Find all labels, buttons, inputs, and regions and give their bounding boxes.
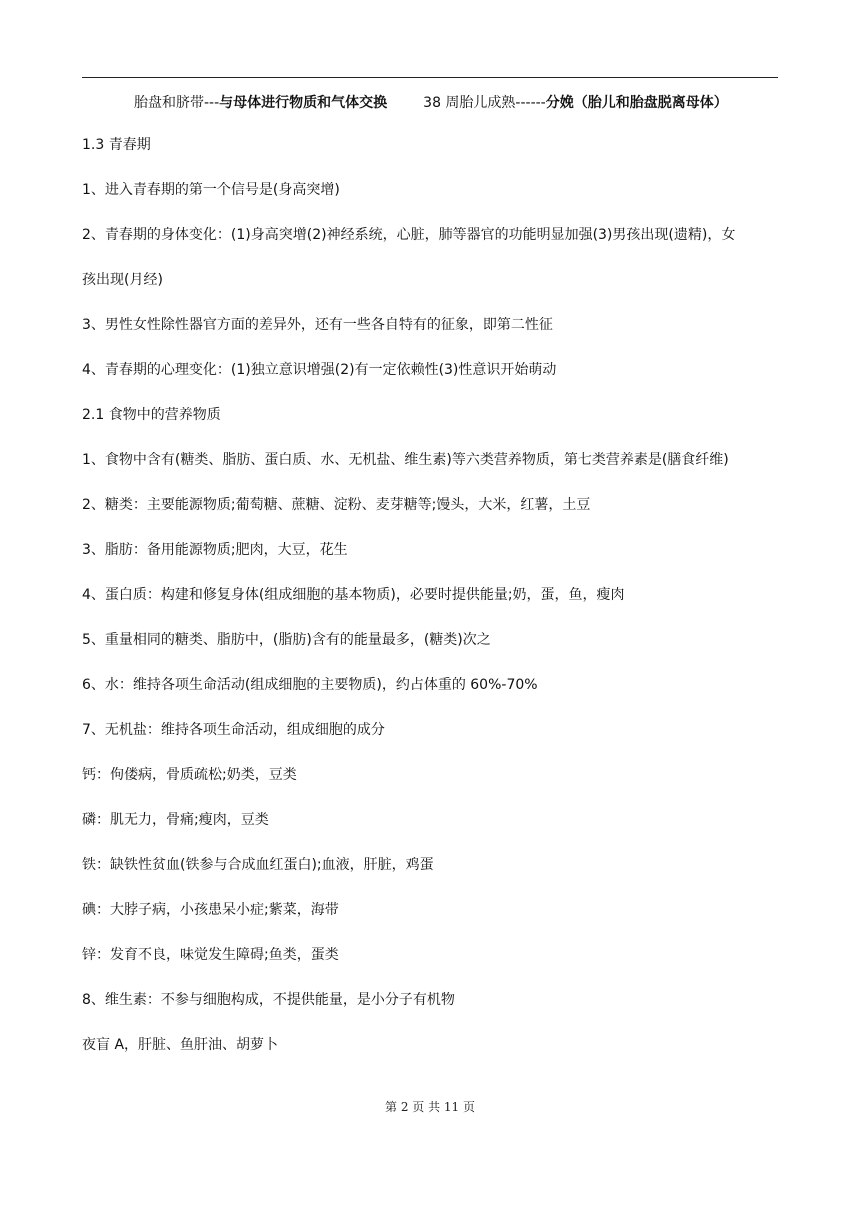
- header-left-plain: 胎盘和脐带---: [134, 95, 220, 111]
- text-line: 铁：缺铁性贫血(铁参与合成血红蛋白);血液，肝脏，鸡蛋: [82, 857, 434, 873]
- section-heading-nutrients: 2.1 食物中的营养物质: [82, 407, 221, 423]
- section-heading-puberty: 1.3 青春期: [82, 137, 151, 153]
- text-line: 锌：发育不良，味觉发生障碍;鱼类，蛋类: [82, 947, 339, 963]
- text-line: 3、男性女性除性器官方面的差异外，还有一些各自特有的征象，即第二性征: [82, 317, 553, 333]
- header-rule: [82, 77, 778, 78]
- text-line: 夜盲 A，肝脏、鱼肝油、胡萝卜: [82, 1037, 279, 1053]
- page-header: [134, 91, 794, 115]
- text-line: 钙：佝偻病，骨质疏松;奶类，豆类: [82, 767, 297, 783]
- text-line: 4、蛋白质：构建和修复身体(组成细胞的基本物质)，必要时提供能量;奶，蛋，鱼，瘦肉: [82, 587, 625, 603]
- header-right-plain: 38 周胎儿成熟------: [423, 95, 546, 111]
- text-line: 2、青春期的身体变化：(1)身高突增(2)神经系统，心脏，肺等器官的功能明显加强(3)男孩出现(遗精)，女: [82, 227, 736, 243]
- text-line: 1、食物中含有(糖类、脂肪、蛋白质、水、无机盐、维生素)等六类营养物质，第七类营养素是(膳食纤维): [82, 452, 729, 468]
- text-line: 7、无机盐：维持各项生命活动，组成细胞的成分: [82, 722, 385, 738]
- text-line: 2、糖类：主要能源物质;葡萄糖、蔗糖、淀粉、麦芽糖等;馒头，大米，红薯，土豆: [82, 497, 591, 513]
- page-footer: 第 2 页 共 11 页: [385, 1100, 475, 1114]
- text-line: 4、青春期的心理变化：(1)独立意识增强(2)有一定依赖性(3)性意识开始萌动: [82, 362, 557, 378]
- header-right-bold: 分娩（胎儿和胎盘脱离母体）: [545, 95, 728, 111]
- text-line: 5、重量相同的糖类、脂肪中，(脂肪)含有的能量最多，(糖类)次之: [82, 632, 491, 648]
- text-line: 3、脂肪：备用能源物质;肥肉，大豆，花生: [82, 542, 348, 558]
- text-line: 8、维生素：不参与细胞构成，不提供能量，是小分子有机物: [82, 992, 455, 1008]
- header-left-bold: 与母体进行物质和气体交换: [219, 95, 388, 111]
- text-line: 磷：肌无力，骨痛;瘦肉，豆类: [82, 812, 269, 828]
- text-line: 6、水：维持各项生命活动(组成细胞的主要物质)，约占体重的 60%-70%: [82, 677, 538, 693]
- text-line: 1、进入青春期的第一个信号是(身高突增): [82, 182, 340, 198]
- document-body: [82, 133, 782, 1078]
- text-line: 孩出现(月经): [82, 272, 163, 288]
- text-line: 碘：大脖子病，小孩患呆小症;紫菜，海带: [82, 902, 339, 918]
